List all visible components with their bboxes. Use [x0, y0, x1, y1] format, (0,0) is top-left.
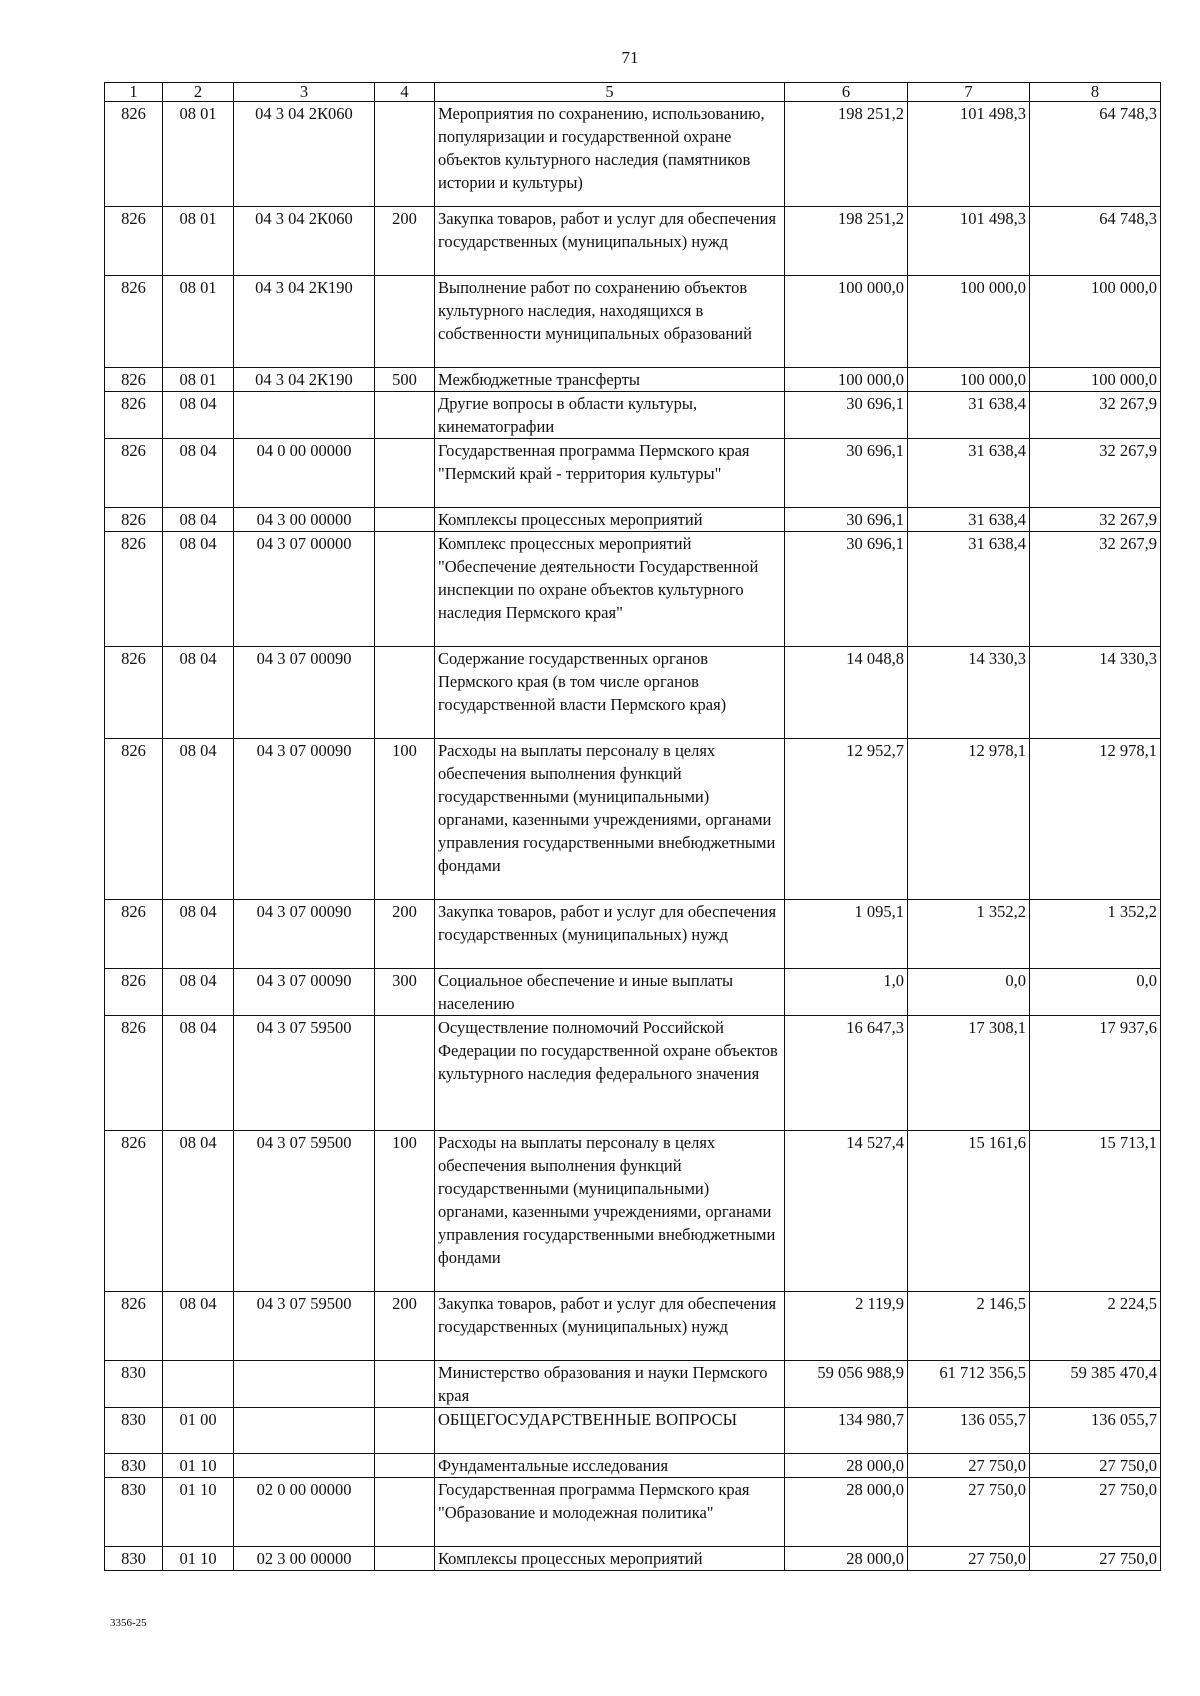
table-row: [105, 1131, 1161, 1292]
cell-amount-year-3: 32 267,9: [1030, 392, 1161, 439]
cell-expense-type: 500: [375, 368, 435, 392]
cell-ministry-code: 826: [105, 207, 163, 276]
cell-amount-year-1: 2 119,9: [785, 1292, 908, 1361]
cell-target-article: [234, 1454, 375, 1478]
cell-amount-year-3: 17 937,6: [1030, 1016, 1161, 1131]
cell-item-name: Мероприятия по сохранению, использованию, популяризации и государственной охране объектов культурного наследия (памятников истории и культуры): [435, 102, 785, 207]
cell-section-code: 08 04: [163, 1131, 234, 1292]
cell-amount-year-2: 17 308,1: [908, 1016, 1030, 1131]
cell-item-name: Расходы на выплаты персоналу в целях обеспечения выполнения функций государственными (муниципальными) органами, казенными учреждениями, органами управления государственными внебюджетными фондами: [435, 1131, 785, 1292]
cell-amount-year-1: 30 696,1: [785, 508, 908, 532]
cell-section-code: 08 01: [163, 368, 234, 392]
cell-amount-year-3: 32 267,9: [1030, 532, 1161, 647]
cell-ministry-code: 826: [105, 508, 163, 532]
cell-section-code: 08 04: [163, 439, 234, 508]
cell-expense-type: 100: [375, 739, 435, 900]
table-row: [105, 1292, 1161, 1361]
header-col-2: 2: [163, 83, 234, 102]
cell-amount-year-1: 30 696,1: [785, 392, 908, 439]
cell-target-article: [234, 1361, 375, 1408]
cell-amount-year-2: 101 498,3: [908, 207, 1030, 276]
cell-target-article: 04 3 04 2К190: [234, 368, 375, 392]
cell-amount-year-3: 12 978,1: [1030, 739, 1161, 900]
cell-target-article: 04 3 04 2К060: [234, 207, 375, 276]
cell-expense-type: [375, 102, 435, 207]
cell-item-name: Комплексы процессных мероприятий: [435, 1547, 785, 1571]
cell-amount-year-1: 100 000,0: [785, 368, 908, 392]
cell-section-code: 08 01: [163, 102, 234, 207]
cell-amount-year-2: 27 750,0: [908, 1454, 1030, 1478]
cell-amount-year-2: 31 638,4: [908, 508, 1030, 532]
cell-amount-year-3: 64 748,3: [1030, 102, 1161, 207]
cell-amount-year-2: 1 352,2: [908, 900, 1030, 969]
cell-item-name: Министерство образования и науки Пермского края: [435, 1361, 785, 1408]
table-row: [105, 1478, 1161, 1547]
cell-section-code: 08 04: [163, 392, 234, 439]
cell-item-name: Межбюджетные трансферты: [435, 368, 785, 392]
table-row: [105, 368, 1161, 392]
cell-target-article: 04 3 07 00090: [234, 647, 375, 739]
cell-section-code: 08 04: [163, 1292, 234, 1361]
cell-ministry-code: 830: [105, 1454, 163, 1478]
cell-item-name: Социальное обеспечение и иные выплаты населению: [435, 969, 785, 1016]
cell-amount-year-2: 27 750,0: [908, 1547, 1030, 1571]
cell-target-article: 04 3 07 59500: [234, 1292, 375, 1361]
cell-ministry-code: 826: [105, 1292, 163, 1361]
cell-section-code: 08 04: [163, 532, 234, 647]
cell-amount-year-1: 16 647,3: [785, 1016, 908, 1131]
table-row: [105, 1454, 1161, 1478]
cell-amount-year-3: 59 385 470,4: [1030, 1361, 1161, 1408]
cell-amount-year-3: 32 267,9: [1030, 439, 1161, 508]
cell-item-name: Другие вопросы в области культуры, кинематографии: [435, 392, 785, 439]
cell-section-code: 01 10: [163, 1478, 234, 1547]
cell-amount-year-1: 100 000,0: [785, 276, 908, 368]
cell-ministry-code: 826: [105, 900, 163, 969]
document-code: 3356-25: [110, 1617, 147, 1629]
cell-amount-year-1: 28 000,0: [785, 1454, 908, 1478]
cell-section-code: 08 04: [163, 900, 234, 969]
cell-expense-type: 100: [375, 1131, 435, 1292]
cell-expense-type: [375, 392, 435, 439]
cell-target-article: [234, 1408, 375, 1454]
cell-expense-type: [375, 532, 435, 647]
cell-target-article: 04 3 07 00090: [234, 900, 375, 969]
cell-amount-year-1: 59 056 988,9: [785, 1361, 908, 1408]
cell-target-article: 04 3 07 00090: [234, 739, 375, 900]
cell-amount-year-1: 30 696,1: [785, 439, 908, 508]
cell-item-name: Закупка товаров, работ и услуг для обеспечения государственных (муниципальных) нужд: [435, 207, 785, 276]
cell-target-article: 04 3 04 2К060: [234, 102, 375, 207]
cell-ministry-code: 826: [105, 532, 163, 647]
cell-amount-year-3: 64 748,3: [1030, 207, 1161, 276]
header-col-7: 7: [908, 83, 1030, 102]
cell-amount-year-1: 1,0: [785, 969, 908, 1016]
cell-amount-year-3: 0,0: [1030, 969, 1161, 1016]
cell-target-article: 04 3 07 00000: [234, 532, 375, 647]
cell-amount-year-3: 136 055,7: [1030, 1408, 1161, 1454]
cell-amount-year-1: 28 000,0: [785, 1547, 908, 1571]
cell-ministry-code: 830: [105, 1478, 163, 1547]
cell-amount-year-2: 2 146,5: [908, 1292, 1030, 1361]
cell-item-name: Осуществление полномочий Российской Федерации по государственной охране объектов культурного наследия федерального значения: [435, 1016, 785, 1131]
cell-ministry-code: 826: [105, 368, 163, 392]
cell-expense-type: [375, 1478, 435, 1547]
page-number: 71: [621, 48, 639, 67]
table-row: [105, 276, 1161, 368]
cell-item-name: Закупка товаров, работ и услуг для обеспечения государственных (муниципальных) нужд: [435, 1292, 785, 1361]
cell-section-code: 01 00: [163, 1408, 234, 1454]
cell-item-name: Государственная программа Пермского края "Образование и молодежная политика": [435, 1478, 785, 1547]
cell-section-code: [163, 1361, 234, 1408]
table-row: [105, 647, 1161, 739]
cell-item-name: Комплексы процессных мероприятий: [435, 508, 785, 532]
cell-target-article: 04 3 04 2К190: [234, 276, 375, 368]
header-col-1: 1: [105, 83, 163, 102]
cell-expense-type: [375, 439, 435, 508]
table-row: [105, 1361, 1161, 1408]
cell-item-name: Закупка товаров, работ и услуг для обеспечения государственных (муниципальных) нужд: [435, 900, 785, 969]
cell-expense-type: [375, 1454, 435, 1478]
header-col-6: 6: [785, 83, 908, 102]
cell-amount-year-2: 31 638,4: [908, 439, 1030, 508]
cell-amount-year-2: 136 055,7: [908, 1408, 1030, 1454]
cell-expense-type: [375, 1547, 435, 1571]
cell-item-name: Расходы на выплаты персоналу в целях обеспечения выполнения функций государственными (муниципальными) органами, казенными учреждениями, органами управления государственными внебюджетными фондами: [435, 739, 785, 900]
cell-amount-year-2: 14 330,3: [908, 647, 1030, 739]
cell-expense-type: 200: [375, 900, 435, 969]
cell-amount-year-3: 14 330,3: [1030, 647, 1161, 739]
cell-ministry-code: 826: [105, 1016, 163, 1131]
table-row: [105, 439, 1161, 508]
cell-amount-year-1: 134 980,7: [785, 1408, 908, 1454]
cell-ministry-code: 826: [105, 276, 163, 368]
cell-item-name: ОБЩЕГОСУДАРСТВЕННЫЕ ВОПРОСЫ: [435, 1408, 785, 1454]
cell-expense-type: [375, 647, 435, 739]
header-col-8: 8: [1030, 83, 1161, 102]
cell-amount-year-2: 27 750,0: [908, 1478, 1030, 1547]
table-row: [105, 1547, 1161, 1571]
cell-amount-year-2: 100 000,0: [908, 276, 1030, 368]
cell-amount-year-1: 14 527,4: [785, 1131, 908, 1292]
header-col-5: 5: [435, 83, 785, 102]
table-row: [105, 1408, 1161, 1454]
cell-section-code: 01 10: [163, 1547, 234, 1571]
cell-expense-type: 300: [375, 969, 435, 1016]
table-row: [105, 969, 1161, 1016]
cell-ministry-code: 830: [105, 1361, 163, 1408]
cell-target-article: 04 3 07 59500: [234, 1131, 375, 1292]
cell-ministry-code: 826: [105, 439, 163, 508]
header-col-4: 4: [375, 83, 435, 102]
cell-section-code: 08 04: [163, 647, 234, 739]
cell-amount-year-3: 27 750,0: [1030, 1478, 1161, 1547]
cell-ministry-code: 826: [105, 969, 163, 1016]
cell-amount-year-1: 12 952,7: [785, 739, 908, 900]
cell-item-name: Выполнение работ по сохранению объектов культурного наследия, находящихся в собственности муниципальных образований: [435, 276, 785, 368]
cell-item-name: Государственная программа Пермского края "Пермский край - территория культуры": [435, 439, 785, 508]
cell-amount-year-2: 31 638,4: [908, 392, 1030, 439]
cell-amount-year-1: 198 251,2: [785, 207, 908, 276]
cell-expense-type: 200: [375, 207, 435, 276]
cell-amount-year-3: 100 000,0: [1030, 368, 1161, 392]
cell-ministry-code: 826: [105, 739, 163, 900]
cell-amount-year-3: 27 750,0: [1030, 1454, 1161, 1478]
cell-expense-type: [375, 276, 435, 368]
budget-table: [104, 82, 1161, 1571]
cell-amount-year-3: 15 713,1: [1030, 1131, 1161, 1292]
cell-amount-year-3: 27 750,0: [1030, 1547, 1161, 1571]
cell-target-article: 04 3 07 59500: [234, 1016, 375, 1131]
cell-expense-type: [375, 1408, 435, 1454]
cell-target-article: 02 3 00 00000: [234, 1547, 375, 1571]
table-row: [105, 207, 1161, 276]
cell-amount-year-2: 61 712 356,5: [908, 1361, 1030, 1408]
cell-amount-year-2: 100 000,0: [908, 368, 1030, 392]
cell-target-article: 04 3 00 00000: [234, 508, 375, 532]
cell-section-code: 08 04: [163, 969, 234, 1016]
cell-item-name: Содержание государственных органов Пермского края (в том числе органов государственной власти Пермского края): [435, 647, 785, 739]
cell-amount-year-1: 30 696,1: [785, 532, 908, 647]
cell-expense-type: 200: [375, 1292, 435, 1361]
cell-section-code: 08 01: [163, 207, 234, 276]
cell-target-article: [234, 392, 375, 439]
cell-ministry-code: 826: [105, 647, 163, 739]
cell-expense-type: [375, 1361, 435, 1408]
cell-amount-year-2: 31 638,4: [908, 532, 1030, 647]
cell-amount-year-3: 100 000,0: [1030, 276, 1161, 368]
cell-amount-year-3: 32 267,9: [1030, 508, 1161, 532]
cell-section-code: 08 04: [163, 1016, 234, 1131]
cell-amount-year-1: 28 000,0: [785, 1478, 908, 1547]
cell-target-article: 04 0 00 00000: [234, 439, 375, 508]
table-row: [105, 392, 1161, 439]
cell-amount-year-1: 14 048,8: [785, 647, 908, 739]
cell-amount-year-3: 1 352,2: [1030, 900, 1161, 969]
cell-expense-type: [375, 508, 435, 532]
cell-section-code: 08 04: [163, 739, 234, 900]
cell-amount-year-2: 15 161,6: [908, 1131, 1030, 1292]
cell-ministry-code: 826: [105, 392, 163, 439]
cell-amount-year-2: 101 498,3: [908, 102, 1030, 207]
cell-section-code: 08 04: [163, 508, 234, 532]
table-row: [105, 739, 1161, 900]
cell-ministry-code: 826: [105, 102, 163, 207]
cell-amount-year-1: 198 251,2: [785, 102, 908, 207]
cell-section-code: 01 10: [163, 1454, 234, 1478]
cell-ministry-code: 830: [105, 1547, 163, 1571]
cell-amount-year-2: 0,0: [908, 969, 1030, 1016]
cell-ministry-code: 826: [105, 1131, 163, 1292]
cell-amount-year-2: 12 978,1: [908, 739, 1030, 900]
header-row: [105, 83, 1161, 102]
cell-amount-year-1: 1 095,1: [785, 900, 908, 969]
cell-target-article: 02 0 00 00000: [234, 1478, 375, 1547]
cell-amount-year-3: 2 224,5: [1030, 1292, 1161, 1361]
cell-expense-type: [375, 1016, 435, 1131]
table-row: [105, 508, 1161, 532]
cell-section-code: 08 01: [163, 276, 234, 368]
cell-ministry-code: 830: [105, 1408, 163, 1454]
header-col-3: 3: [234, 83, 375, 102]
table-row: [105, 102, 1161, 207]
cell-item-name: Фундаментальные исследования: [435, 1454, 785, 1478]
table-row: [105, 532, 1161, 647]
cell-item-name: Комплекс процессных мероприятий "Обеспечение деятельности Государственной инспекции по охране объектов культурного наследия Пермского края": [435, 532, 785, 647]
table-row: [105, 1016, 1161, 1131]
cell-target-article: 04 3 07 00090: [234, 969, 375, 1016]
table-row: [105, 900, 1161, 969]
